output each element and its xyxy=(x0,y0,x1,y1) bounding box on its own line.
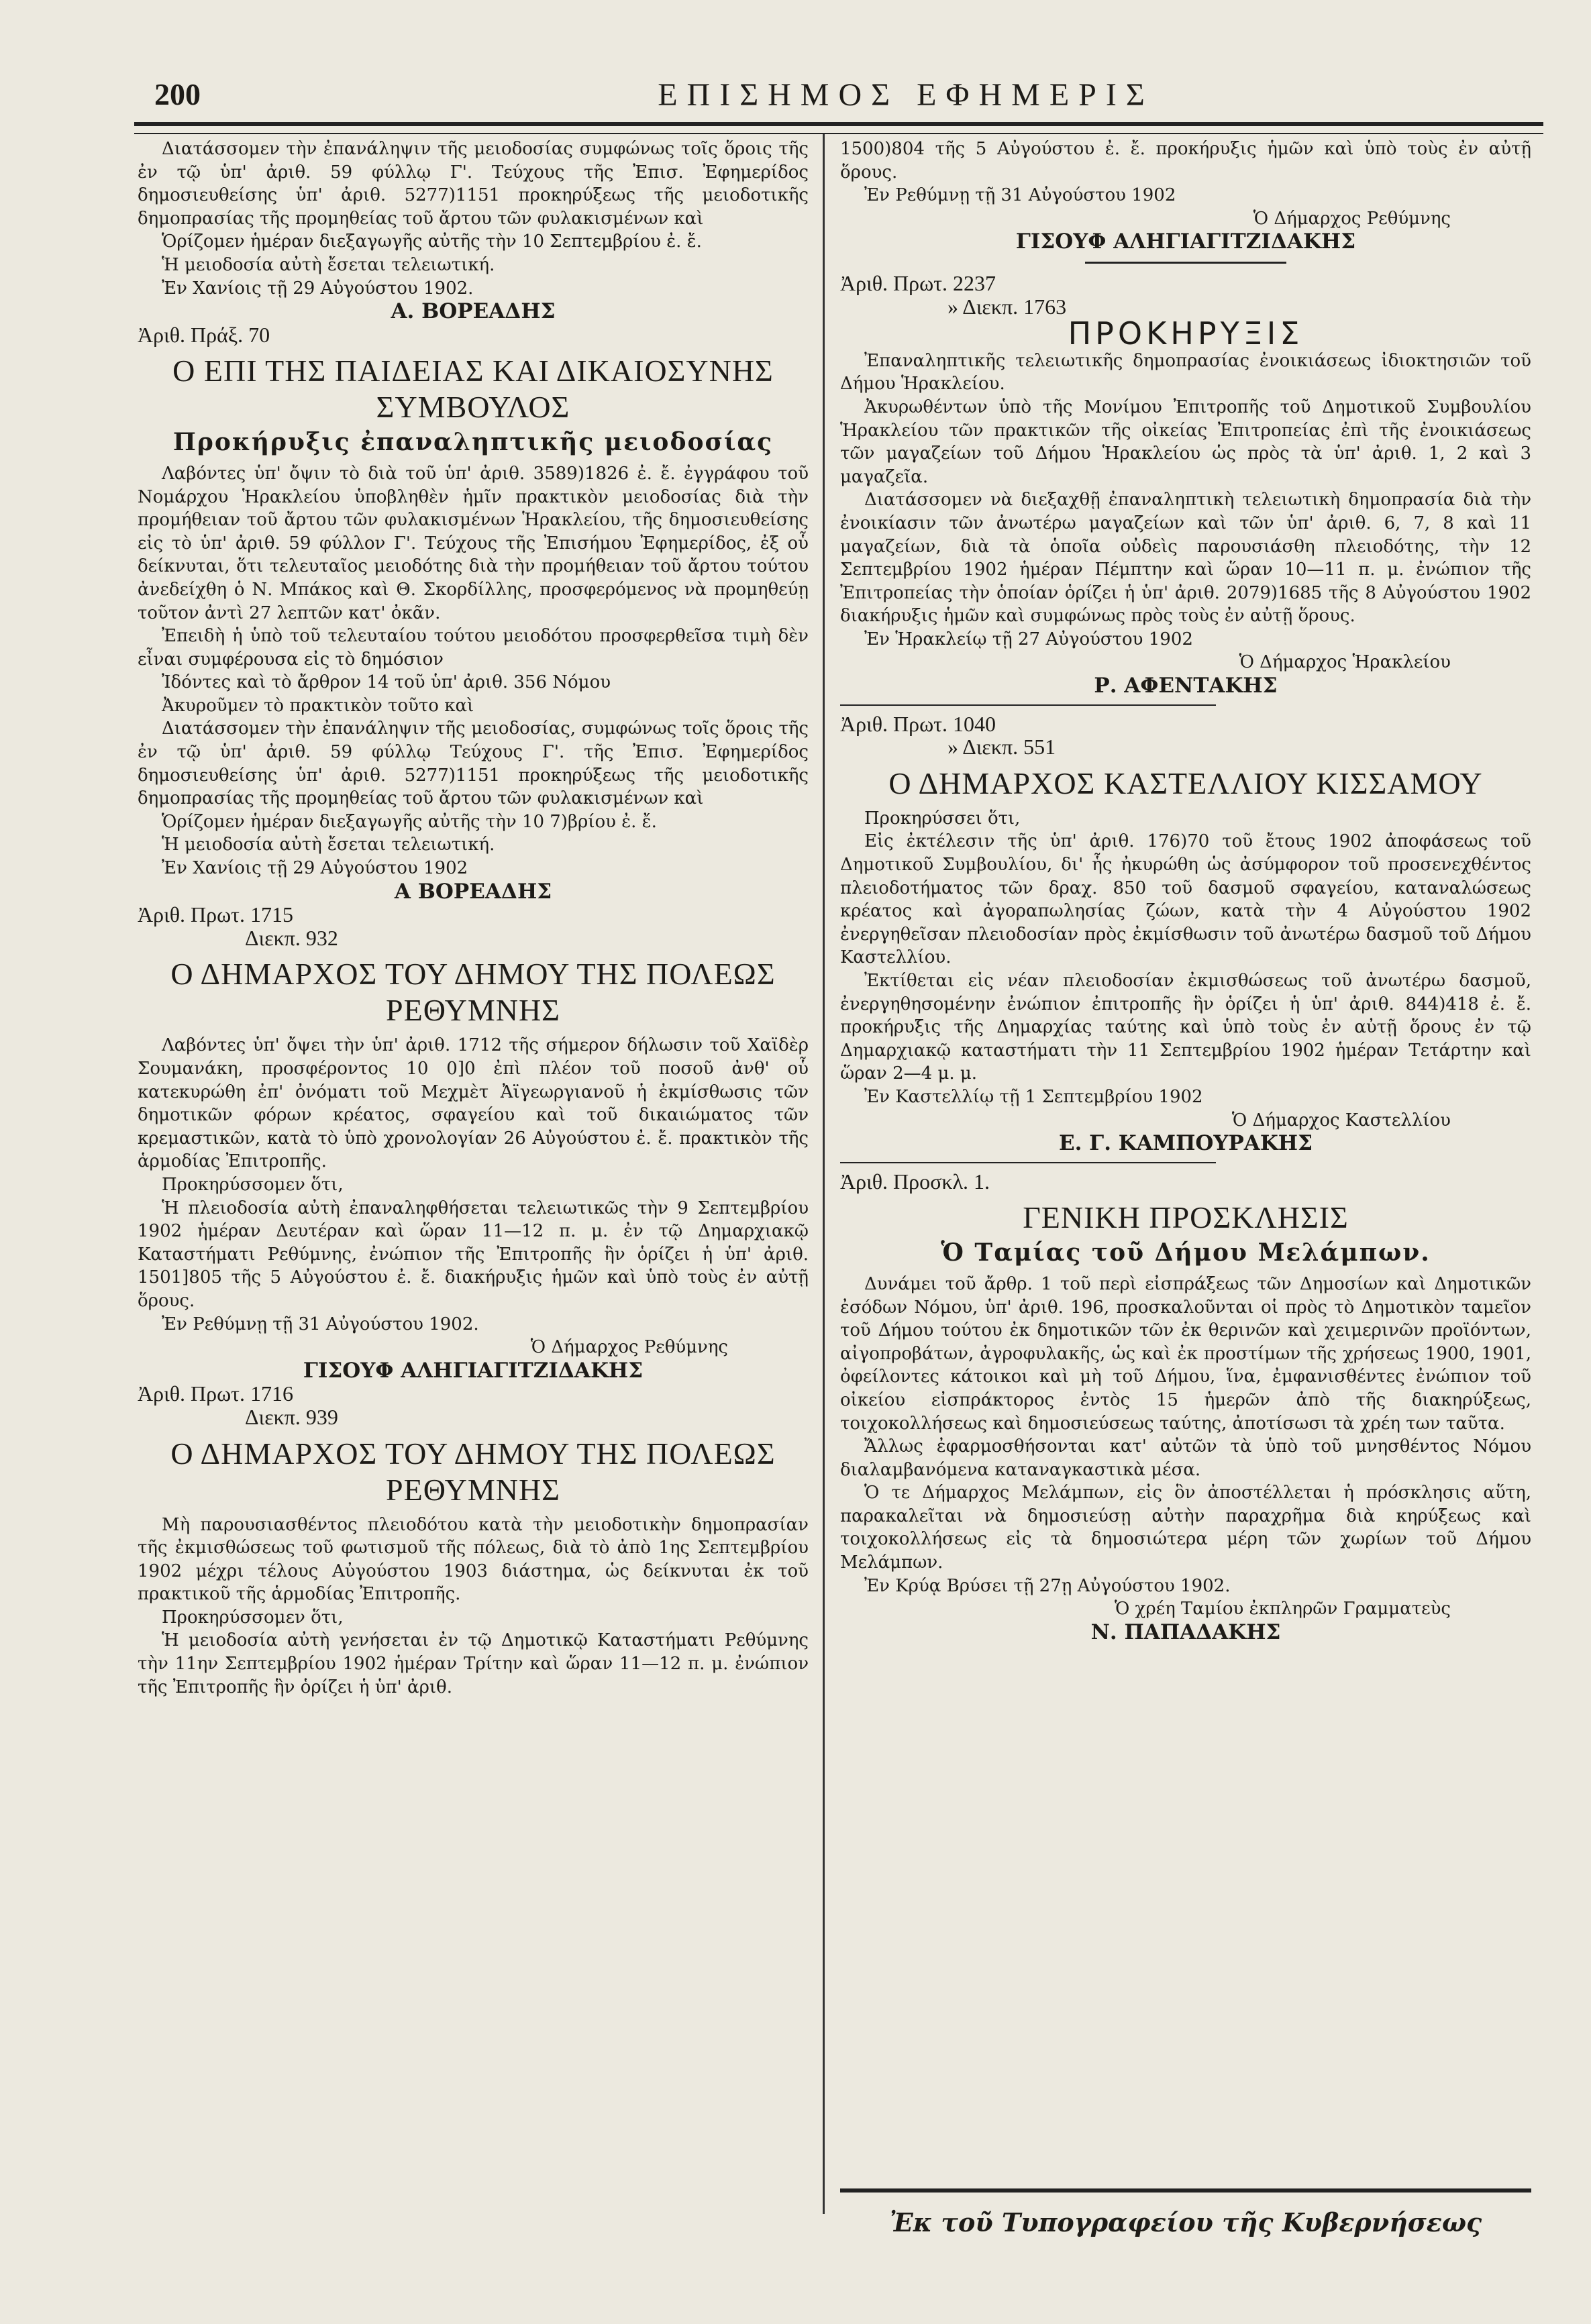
signature-role: Ὁ Δήμαρχος Ρεθύμνης xyxy=(1253,208,1451,229)
body-paragraph: Προκηρύσσομεν ὅτι, xyxy=(162,1174,344,1195)
notice-heading: Ο ΔΗΜΑΡΧΟΣ ΚΑΣΤΕΛΛΙΟΥ ΚΙΣΣΑΜΟΥ xyxy=(888,765,1483,800)
page-header xyxy=(134,67,1543,121)
body-date: Ἐν Ρεθύμνῃ τῇ 31 Αὐγούστου 1902. xyxy=(162,1314,479,1334)
body-date: Ἐν Καστελλίῳ τῇ 1 Σεπτεμβρίου 1902 xyxy=(864,1086,1203,1107)
signature-role: Ὁ Δήμαρχος Καστελλίου xyxy=(1231,1110,1451,1130)
body-paragraph: Προκηρύσσομεν ὅτι, xyxy=(162,1607,344,1628)
protocol-number: Ἀριθ. Πρωτ. 1040 xyxy=(840,711,996,736)
signature-role: Ὁ χρέη Ταμίου ἐκπληρῶν Γραμματεὺς xyxy=(1114,1599,1451,1620)
signature-name: ΓΙΣΟΥΦ ΑΛΗΓΙΑΓΙΤΖΙΔΑΚΗΣ xyxy=(1015,229,1356,254)
notice-heading: Ο ΕΠΙ ΤΗΣ ΠΑΙΔΕΙΑΣ ΚΑΙ ΔΙΚΑΙΟΣΥΝΗΣ ΣΥΜΒΟΥΛΟΣ xyxy=(172,354,774,425)
newspaper-title: ΕΠΙΣΗΜΟΣ ΕΦΗΜΕΡΙΣ xyxy=(658,77,1154,113)
dispatch-number: » Διεκπ. 1763 xyxy=(947,294,1067,319)
body-paragraph: Ἀκυροῦμεν τὸ πρακτικὸν τοῦτο καὶ xyxy=(162,695,474,716)
notice-heading: Ο ΔΗΜΑΡΧΟΣ ΤΟΥ ΔΗΜΟΥ ΤΗΣ ΠΟΛΕΩΣ ΡΕΘΥΜΝΗΣ xyxy=(170,1436,776,1507)
section-rule xyxy=(840,1162,1216,1163)
dispatch-number: Διεκπ. 939 xyxy=(245,1404,338,1429)
footer-rule xyxy=(840,2188,1531,2193)
body-paragraph: Ἄλλως ἐφαρμοσθήσονται κατ' αὐτῶν τὰ ὑπὸ τοῦ μνησθέντος Νόμου διαλαμβανόμενα καταναγκαστικὰ μέσα. xyxy=(840,1436,1531,1480)
notice-heading: ΠΡΟΚΗΡΥΞΙΣ xyxy=(1068,315,1304,352)
body-paragraph: Ἰδόντες καὶ τὸ ἄρθρον 14 τοῦ ὑπ' ἀριθ. 356 Νόμου xyxy=(162,672,611,693)
body-paragraph: Διατάσσομεν νὰ διεξαχθῇ ἐπαναληπτικὴ τελειωτικὴ δημοπρασία διὰ τὴν ἐνοικίασιν τῶν ἀνωτέρω μαγαζείων καὶ τῶν ὑπ' ἀριθ. 6, 7, 8 καὶ 11 μαγαζείων, διὰ τὰ ὁποῖα οὐδεὶς παρουσιάσθη πλειοδότης, τὴν 12 Σεπτεμβρίου 1902 ἡμέραν Πέμπτην καὶ ὥραν 10—11 π. μ. ἐνώπιον τῆς Ἐπιτροπείας τὴν ὁποίαν ὁρίζει ἡ ὑπ' ἀριθ. 2079)1685 τῆς 8 Αὐγούστου 1902 διακήρυξις ἡμῶν καὶ συμφώνως πρὸς τοὺς ἐν αὐτῇ ὅρους. xyxy=(840,490,1531,627)
protocol-number: Ἀριθ. Πρωτ. 2237 xyxy=(840,270,996,295)
intro-date: Ἐν Χανίοις τῇ 29 Αὐγούστου 1902. xyxy=(162,278,474,299)
body-paragraph: 1500)804 τῆς 5 Αὐγούστου ἐ. ἔ. προκήρυξις ἡμῶν καὶ ὑπὸ τοὺς ἐν αὐτῇ ὅρους. xyxy=(840,139,1531,182)
act-number: Ἀριθ. Πράξ. 70 xyxy=(138,322,270,347)
intro-signature: Α. ΒΟΡΕΑΔΗΣ xyxy=(391,299,556,324)
body-paragraph: Ἐπειδὴ ἡ ὑπὸ τοῦ τελευταίου τούτου μειοδότου προσφερθεῖσα τιμὴ δὲν εἶναι συμφέρουσα εἰς τὸ δημόσιον xyxy=(138,626,809,670)
dispatch-number: » Διεκπ. 551 xyxy=(947,735,1056,759)
notice-subheading: Ὁ Ταμίας τοῦ Δήμου Μελάμπων. xyxy=(941,1238,1431,1267)
notice-heading: Ο ΔΗΜΑΡΧΟΣ ΤΟΥ ΔΗΜΟΥ ΤΗΣ ΠΟΛΕΩΣ ΡΕΘΥΜΝΗΣ xyxy=(170,957,776,1028)
notice-subheading: Προκήρυξις ἐπαναληπτικῆς μειοδοσίας xyxy=(172,428,774,457)
body-paragraph: Ὁρίζομεν ἡμέραν διεξαγωγῆς αὐτῆς τὴν 10 7)βρίου ἐ. ἔ. xyxy=(162,811,657,832)
printer-imprint: Ἐκ τοῦ Τυπογραφείου τῆς Κυβερνήσεως xyxy=(889,2207,1482,2237)
body-paragraph: Ἡ μειοδοσία αὐτὴ γενήσεται ἐν τῷ Δημοτικῷ Καταστήματι Ρεθύμνης τὴν 11ην Σεπτεμβρίου 1902 ἡμέραν Τρίτην καὶ ὥραν 11—12 π. μ. ἐνώπιον τῆς Ἐπιτροπῆς ἣν ὁρίζει ἡ ὑπ' ἀριθ. xyxy=(138,1630,809,1697)
signature-name: Ρ. ΑΦΕΝΤΑΚΗΣ xyxy=(1094,674,1278,698)
header-rule xyxy=(134,122,1543,134)
intro-paragraph: Ὁρίζομεν ἡμέραν διεξαγωγῆς αὐτῆς τὴν 10 Σεπτεμβρίου ἐ. ἔ. xyxy=(162,231,702,252)
body-date: Ἐν Ἡρακλείῳ τῇ 27 Αὐγούστου 1902 xyxy=(864,629,1193,649)
intro-paragraph: Διατάσσομεν τὴν ἐπανάληψιν τῆς μειοδοσίας συμφώνως τοῖς ὅροις τῆς ἐν τῷ ὑπ' ἀριθ. 59 φύλλῳ Γ'. Τεύχους τῆς Ἐπισ. Ἐφημερίδος δημοσιευθείσης ὑπ' ἀριθ. 5277)1151 προκηρύξεως τῆς μειοδοτικῆς δημοπρασίας τῆς προμηθείας τοῦ ἄρτου τῶν φυλακισμένων καὶ xyxy=(138,139,809,229)
body-paragraph: Μὴ παρουσιασθέντος πλειοδότου κατὰ τὴν μειοδοτικὴν δημοπρασίαν τῆς ἐκμισθώσεως τοῦ φωτισμοῦ τῆς πόλεως, διὰ τὸ ἀπὸ 1ης Σεπτεμβρίου 1902 μέχρι τέλους Αὐγούστου 1903 διάστημα, ὡς δείκνυται ἐκ τοῦ πρακτικοῦ τῆς ἁρμοδίας Ἐπιτροπῆς. xyxy=(138,1514,809,1605)
dispatch-number: Διεκπ. 932 xyxy=(245,925,338,950)
body-date: Ἐν Χανίοις τῇ 29 Αὐγούστου 1902 xyxy=(162,858,468,879)
signature-name: Ε. Γ. ΚΑΜΠΟΥΡΑΚΗΣ xyxy=(1058,1131,1313,1156)
body-paragraph: Ἡ πλειοδοσία αὐτὴ ἐπαναληφθήσεται τελειωτικῶς τὴν 9 Σεπτεμβρίου 1902 ἡμέραν Δευτέραν καὶ ὥραν 11—12 π. μ. ἐν τῷ Δημαρχιακῷ Καταστήματι Ρεθύμνης, ἐνώπιον τῆς Ἐπιτροπῆς ἣν ὁρίζει ἡ ὑπ' ἀριθ. 1501]805 τῆς 5 Αὐγούστου ἐ. ἔ. διακήρυξις ἡμῶν καὶ ὑπὸ τοὺς ἐν αὐτῇ ὅρους. xyxy=(138,1198,809,1311)
notice-heading: ΓΕΝΙΚΗ ΠΡΟΣΚΛΗΣΙΣ xyxy=(1023,1200,1349,1235)
column-divider xyxy=(823,134,825,2214)
body-date: Ἐν Ρεθύμνῃ τῇ 31 Αὐγούστου 1902 xyxy=(864,185,1176,206)
protocol-number: Ἀριθ. Πρωτ. 1715 xyxy=(138,902,294,927)
invitation-number: Ἀριθ. Προσκλ. 1. xyxy=(840,1169,990,1194)
intro-paragraph: Ἡ μειοδοσία αὐτὴ ἔσεται τελειωτική. xyxy=(162,254,495,275)
section-rule xyxy=(1085,262,1286,264)
body-paragraph: Ὁ τε Δήμαρχος Μελάμπων, εἰς ὃν ἀποστέλλεται ἡ πρόσκλησις αὕτη, παρακαλεῖται νὰ δημοσιεύσῃ αὐτὴν παραχρῆμα διὰ κηρύξεως καὶ τοιχοκολλήσεως εἰς τὰ δημοσιώτερα μέρη τῶν χωρίων τοῦ Δήμου Μελάμπων. xyxy=(840,1483,1531,1573)
body-paragraph: Λαβόντες ὑπ' ὄψιν τὸ διὰ τοῦ ὑπ' ἀριθ. 3589)1826 ἐ. ἔ. ἐγγράφου τοῦ Νομάρχου Ἡρακλείου ὑποβληθὲν ἡμῖν πρακτικὸν μειοδοσίας διὰ τὴν προμήθειαν τοῦ ἄρτου τῶν φυλακισμένων Ἡρακλείου, τῆς δημοσιευθείσης εἰς τὸ ὑπ' ἀριθ. 59 φύλλον Γ'. Τεύχους τῆς Ἐπισήμου Ἐφημερίδος, ἐξ οὗ δείκνυται, ὅτι τελευταῖος μειοδότης διὰ τὴν προμήθειαν τοῦ ἄρτου τούτου ἀνεδείχθη ὁ Ν. Μπάκος καὶ Θ. Σκορδίλλης, προσφερόμενος νὰ προμηθεύῃ τοῦτον ἀντὶ 27 λεπτῶν κατ' ὀκᾶν. xyxy=(138,463,809,623)
page-number: 200 xyxy=(154,77,201,111)
signature-role: Ὁ Δήμαρχος Ἡρακλείου xyxy=(1239,652,1451,673)
left-column xyxy=(138,138,809,1699)
signature-name: Α ΒΟΡΕΑΔΗΣ xyxy=(394,879,552,904)
body-paragraph: Λαβόντες ὑπ' ὄψει τὴν ὑπ' ἀριθ. 1712 τῆς σήμερον δήλωσιν τοῦ Χαϊδὲρ Σουμανάκη, προσφέροντος 10 0]0 ἐπὶ πλέον τοῦ ποσοῦ ἀνθ' οὗ κατεκυρώθη ἐπ' ὀνόματι τοῦ Μεχμὲτ Ἀϊγεωργιανοῦ ἡ ἐκμίσθωσις τῶν δημοτικῶν φόρων κρέατος, σφαγείου καὶ τοῦ δικαιώματος τῶν κρεμαστικῶν, κατὰ τὸ ὑπὸ χρονολογίαν 26 Αὐγούστου ἐ. ἔ. πρακτικὸν τῆς ἁρμοδίας Ἐπιτροπῆς. xyxy=(138,1035,809,1172)
body-paragraph: Διατάσσομεν τὴν ἐπανάληψιν τῆς μειοδοσίας, συμφώνως τοῖς ὅροις τῆς ἐν τῷ ὑπ' ἀριθ. 59 φύλλῳ Τεύχους Γ'. τῆς Ἐπισ. Ἐφημερίδος δημοσιευθείσης ὑπ' ἀριθ. 5277)1151 προκηρύξεως τῆς μειοδοτικῆς δημοπρασίας τῆς προμηθείας τοῦ ἄρτου τῶν φυλακισμένων καὶ xyxy=(138,719,809,809)
body-paragraph: Ἡ μειοδοσία αὐτὴ ἔσεται τελειωτική. xyxy=(162,835,495,855)
body-paragraph: Δυνάμει τοῦ ἄρθρ. 1 τοῦ περὶ εἰσπράξεως τῶν Δημοσίων καὶ Δημοτικῶν ἐσόδων Νόμου, ὑπ' ἀριθ. 196, προσκαλοῦνται οἱ πρὸς τὸ Δημοτικὸν ταμεῖον τοῦ Δήμου τούτου ἐκ δημοτικῶν τῶν ἐκ θερινῶν καὶ χειμερινῶν προϊόντων, αἰγοπροβάτων, ἀγροφυλακῆς, ὡς καὶ ἐκ προστίμων τῆς χρήσεως 1900, 1901, ὀφείλοντες κάτοικοι καὶ μὴ τοῦ Δήμου, ἵνα, ἐμφανισθέντες ἐνώπιον τοῦ οἰκείου εἰσπράκτορος ἐντὸς 15 ἡμερῶν ἀπὸ τῆς διακηρύξεως, τοιχοκολλήσεως καὶ δημοσιεύσεως ταύτης, ἀποτίσωσι τὰ χρέη των ταῦτα. xyxy=(840,1273,1531,1434)
signature-role: Ὁ Δήμαρχος Ρεθύμνης xyxy=(530,1337,728,1358)
body-paragraph: Ἐπαναληπτικῆς τελειωτικῆς δημοπρασίας ἐνοικιάσεως ἰδιοκτησιῶν τοῦ Δήμου Ἡρακλείου. xyxy=(840,350,1531,394)
right-column xyxy=(840,138,1531,1644)
body-paragraph: Προκηρύσσει ὅτι, xyxy=(864,808,1021,829)
signature-name: ΓΙΣΟΥΦ ΑΛΗΓΙΑΓΙΤΖΙΔΑΚΗΣ xyxy=(303,1358,644,1383)
signature-name: Ν. ΠΑΠΑΔΑΚΗΣ xyxy=(1090,1620,1281,1644)
body-date: Ἐν Κρύᾳ Βρύσει τῇ 27ῃ Αὐγούστου 1902. xyxy=(864,1575,1231,1596)
body-paragraph: Ἐκτίθεται εἰς νέαν πλειοδοσίαν ἐκμισθώσεως τοῦ ἀνωτέρω δασμοῦ, ἐνεργηθησομένην ἐνώπιον ἐπιτροπῆς ἣν ὁρίζει ἡ ὑπ' ἀριθ. 844)418 ἐ. ἔ. προκήρυξις τῆς Δημαρχίας ταύτης καὶ ὑπὸ τοὺς ἐν αὐτῇ ὅρους ἐν τῷ Δημαρχιακῷ καταστήματι τὴν 11 Σεπτεμβρίου 1902 ἡμέραν Τετάρτην καὶ ὥραν 2—4 μ. μ. xyxy=(840,971,1531,1084)
body-paragraph: Ἀκυρωθέντων ὑπὸ τῆς Μονίμου Ἐπιτροπῆς τοῦ Δημοτικοῦ Συμβουλίου Ἡρακλείου τῶν πρακτικῶν τῆς οἰκείας Ἐπιτροπείας ἐπὶ τῆς ἐνοικιάσεως τῶν μαγαζείων τοῦ Δήμου Ἡρακλείου ὡς πρὸς τὰ ὑπ' ἀριθ. 1, 2 καὶ 3 μαγαζεῖα. xyxy=(840,397,1531,487)
body-paragraph: Εἰς ἐκτέλεσιν τῆς ὑπ' ἀριθ. 176)70 τοῦ ἔτους 1902 ἀποφάσεως τοῦ Δημοτικοῦ Συμβουλίου, δι' ἧς ἠκυρώθη ὡς ἀσύμφορον τοῦ προσενεχθέντος πλειοδοτήματος τῶν δραχ. 850 τοῦ δασμοῦ σφαγείου, καταναλώσεως κρέατος καὶ ἀγοραπωλησίας ζώων, κατὰ τὴν 4 Αὐγούστου 1902 ἐνεργηθεῖσαν πλειοδοσίαν πρὸς ἐκμίσθωσιν τοῦ ἀνωτέρω δασμοῦ τοῦ Δήμου Καστελλίου. xyxy=(840,831,1531,968)
protocol-number: Ἀριθ. Πρωτ. 1716 xyxy=(138,1381,294,1406)
section-rule xyxy=(840,704,1216,706)
